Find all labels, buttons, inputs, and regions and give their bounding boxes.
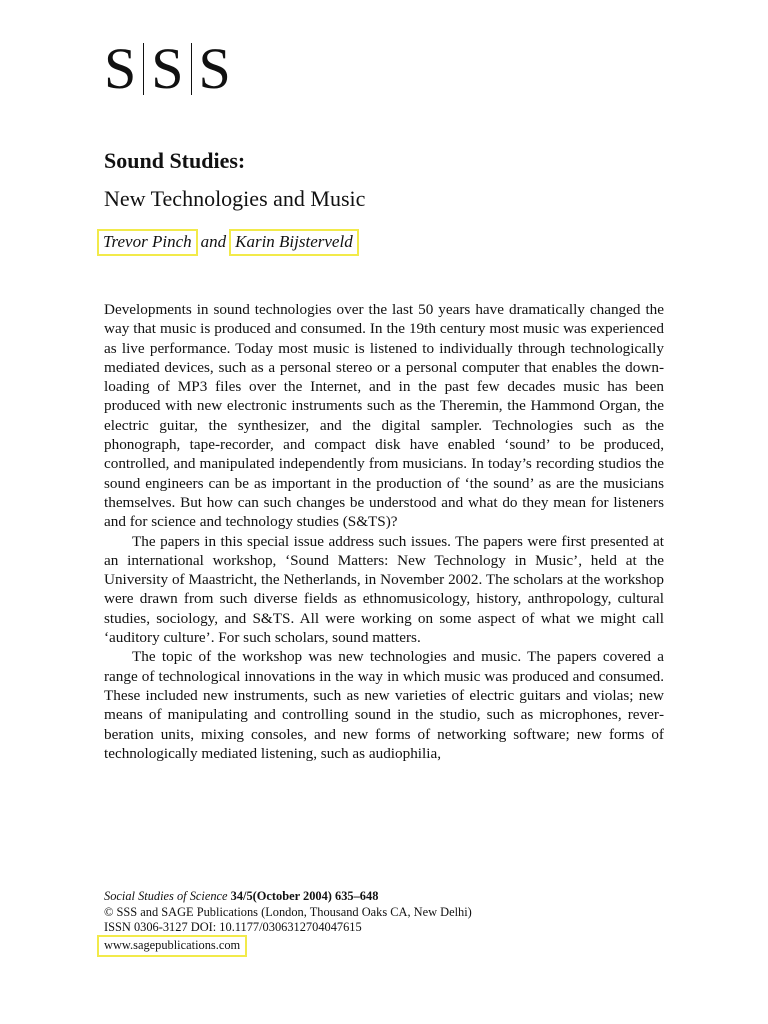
logo-letter: S xyxy=(104,36,137,101)
body-paragraph: The topic of the workshop was new technologies and music. The papers covered a range of technological innovations in the way in which music was produced and consumed. These included new instruments, such as new varieties of electric guitars and violas; new means of manipulating and controlling sound in the studio, such as microphones, reverberation units, mixing consoles, and new forms of networking software; new forms of technologically mediated listening, such as audiophilia, xyxy=(104,648,664,762)
author-line xyxy=(97,229,359,256)
logo-letter: S xyxy=(198,36,231,101)
article-body xyxy=(104,300,664,763)
article-title: Sound Studies: xyxy=(104,148,246,173)
journal-issue: 34/5(October 2004) 635–648 xyxy=(230,889,379,903)
logo-divider xyxy=(191,43,192,95)
author-link-pinch[interactable]: Trevor Pinch xyxy=(97,229,198,256)
journal-logo xyxy=(104,36,231,101)
citation-footer xyxy=(104,889,664,936)
journal-name: Social Studies of Science xyxy=(104,889,228,903)
publisher-url-link[interactable]: www.sagepublications.com xyxy=(97,935,247,957)
author-link-bijsterveld[interactable]: Karin Bijsterveld xyxy=(229,229,359,256)
citation-line xyxy=(104,889,664,905)
article-subtitle: New Technologies and Music xyxy=(104,186,366,211)
logo-divider xyxy=(143,43,144,95)
author-joiner: and xyxy=(200,232,227,251)
copyright-line: © SSS and SAGE Publications (London, Thousand Oaks CA, New Delhi) xyxy=(104,904,472,919)
logo-letter: S xyxy=(151,36,184,101)
body-paragraph: The papers in this special issue address such issues. The papers were first presented at an international workshop, ‘Sound Matters: New Technology in Music’, held at the University of Maastricht, the Netherlands, in November 2002. The scholars at the workshop were drawn from such diverse fields as ethnomusicology, history, anthropology, cultural studies, sociology, and S&TS. All were working on some aspect of what we might call ‘auditory culture’. For such scholars, sound matters. xyxy=(104,532,664,647)
body-paragraph: Developments in sound technologies over the last 50 years have dramatically changed the way that music is produced and consumed. In the 19th century most music was experienced as live performance. Today most music is listened to individually through technologically mediated devices, such as a personal stereo or a personal computer that enables the downloading of MP3 files over the Internet, and in the past few decades music has been produced with new electronic instruments such as the Theremin, the Hammond Organ, the electric guitar, the synthesizer, and the digital sampler. Technologies such as the phonograph, tape-recorder, and compact disk have enabled ‘sound’ to be produced, controlled, and manipulated independently from musicians. In today’s recording studios the sound engineers can be as important in the production of ‘the sound’ as are the musicians themselves. But how can such changes be understood and what do they mean for listeners and for science and technology studies (S&TS)? xyxy=(104,301,664,531)
issn-doi-line: ISSN 0306-3127 DOI: 10.1177/0306312704047615 xyxy=(104,920,362,934)
